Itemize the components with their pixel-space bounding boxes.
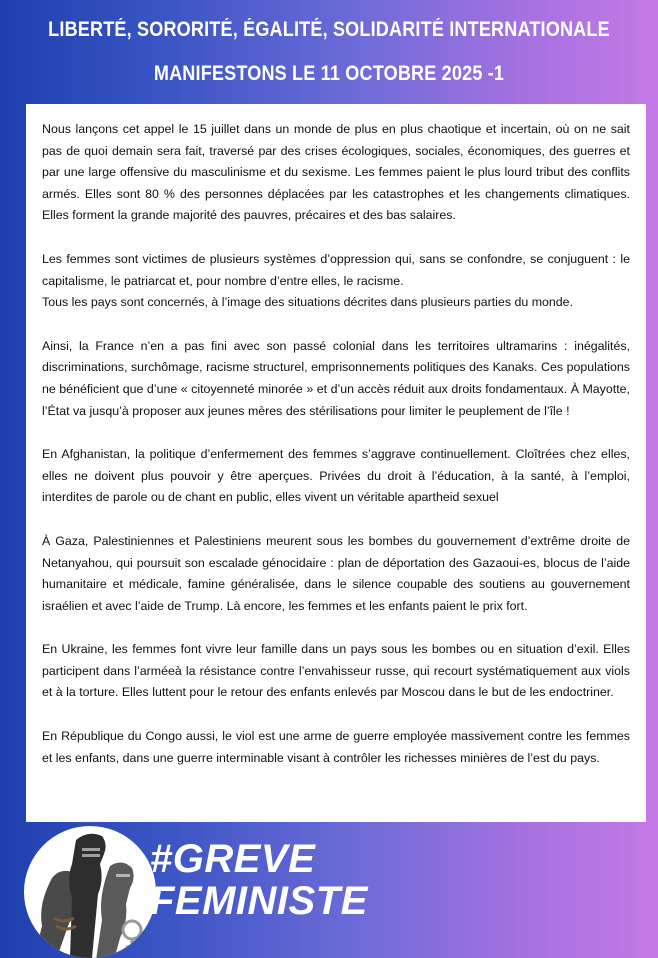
- paragraph-congo: En République du Congo aussi, le viol est une arme de guerre employée massivement contre les femmes et les enfants, dans une guerre interminable visant à contrôler les richesses minières de l’est du pays.: [42, 729, 630, 765]
- text-panel: [26, 104, 646, 822]
- paragraph-all-countries: Tous les pays sont concernés, à l’image des situations décrites dans plusieurs parties du monde.: [42, 295, 574, 310]
- paragraph-france: Ainsi, la France n’en a pas fini avec son passé colonial dans les territoires ultramarins : inégalités, discriminations, surchômage, racisme structurel, emprisonnements politiques des Kanaks. Ces populations ne bénéficient que d’une « citoyenneté minorée » et d’un accès réduit aux droits fondamentaux. À Mayotte, l’État va jusqu’à proposer aux jeunes mères des stérilisations pour limiter le peuplement de l’île !: [42, 338, 630, 418]
- header-title-line1: LIBERTÉ, SORORITÉ, ÉGALITÉ, SOLIDARITÉ INTERNATIONALE: [48, 18, 610, 41]
- hashtag-line2: FEMINISTE: [150, 879, 368, 923]
- header-title-line2: MANIFESTONS LE 11 OCTOBRE 2025 -1: [153, 62, 505, 85]
- paragraph-oppression: Les femmes sont victimes de plusieurs systèmes d’oppression qui, sans se confondre, se conjuguent : le capitalisme, le patriarcat et, pour nombre d’entre elles, le racisme.: [42, 251, 630, 288]
- hashtag-greve-feministe: [150, 838, 368, 922]
- paragraph-gaza: À Gaza, Palestiniennes et Palestiniens meurent sous les bombes du gouvernement d’extrême droite de Netanyahou, qui poursuit son escalade génocidaire : plan de déportation des Gazaoui-es, blocus de l’aide humanitaire et médicale, famine généralisée, dans le silence coupable des soutiens au gouvernement israélien et avec l’aide de Trump. Là encore, les femmes et les enfants paient le prix fort.: [42, 533, 630, 613]
- raised-fists-female-symbol-icon: [24, 826, 156, 958]
- paragraph-afghanistan: En Afghanistan, la politique d’enfermement des femmes s’aggrave continuellement. Cloîtrées chez elles, elles ne doivent plus pouvoir y être aperçues. Privées du droit à l’éducation, à la santé, à l’emploi, interdites de parole ou de chant en public, elles vivent un véritable apartheid sexuel: [42, 447, 630, 505]
- body-text: [42, 119, 630, 791]
- paragraph-ukraine: En Ukraine, les femmes font vivre leur famille dans un pays sous les bombes ou en situation d’exil. Elles participent dans l’arméeà la résistance contre l’envahisseur russe, qui recourt systématiquement aux viols et à la torture. Elles luttent pour le retour des enfants enlevés par Moscou dans le but de les endoctriner.: [42, 642, 630, 700]
- hashtag-line1: #GREVE: [150, 837, 316, 881]
- paragraph-intro: Nous lançons cet appel le 15 juillet dans un monde de plus en plus chaotique et incertain, où on ne sait pas de quoi demain sera fait, traversé par des crises écologiques, sociales, économiques, des guerres et par une large offensive du masculinisme et du sexisme. Les femmes paient le plus lourd tribut des conflits armés. Elles sont 80 % des personnes déplacées par les catastrophes et les changements climatiques. Elles forment la grande majorité des pauvres, précaires et des bas salaires.: [42, 122, 630, 223]
